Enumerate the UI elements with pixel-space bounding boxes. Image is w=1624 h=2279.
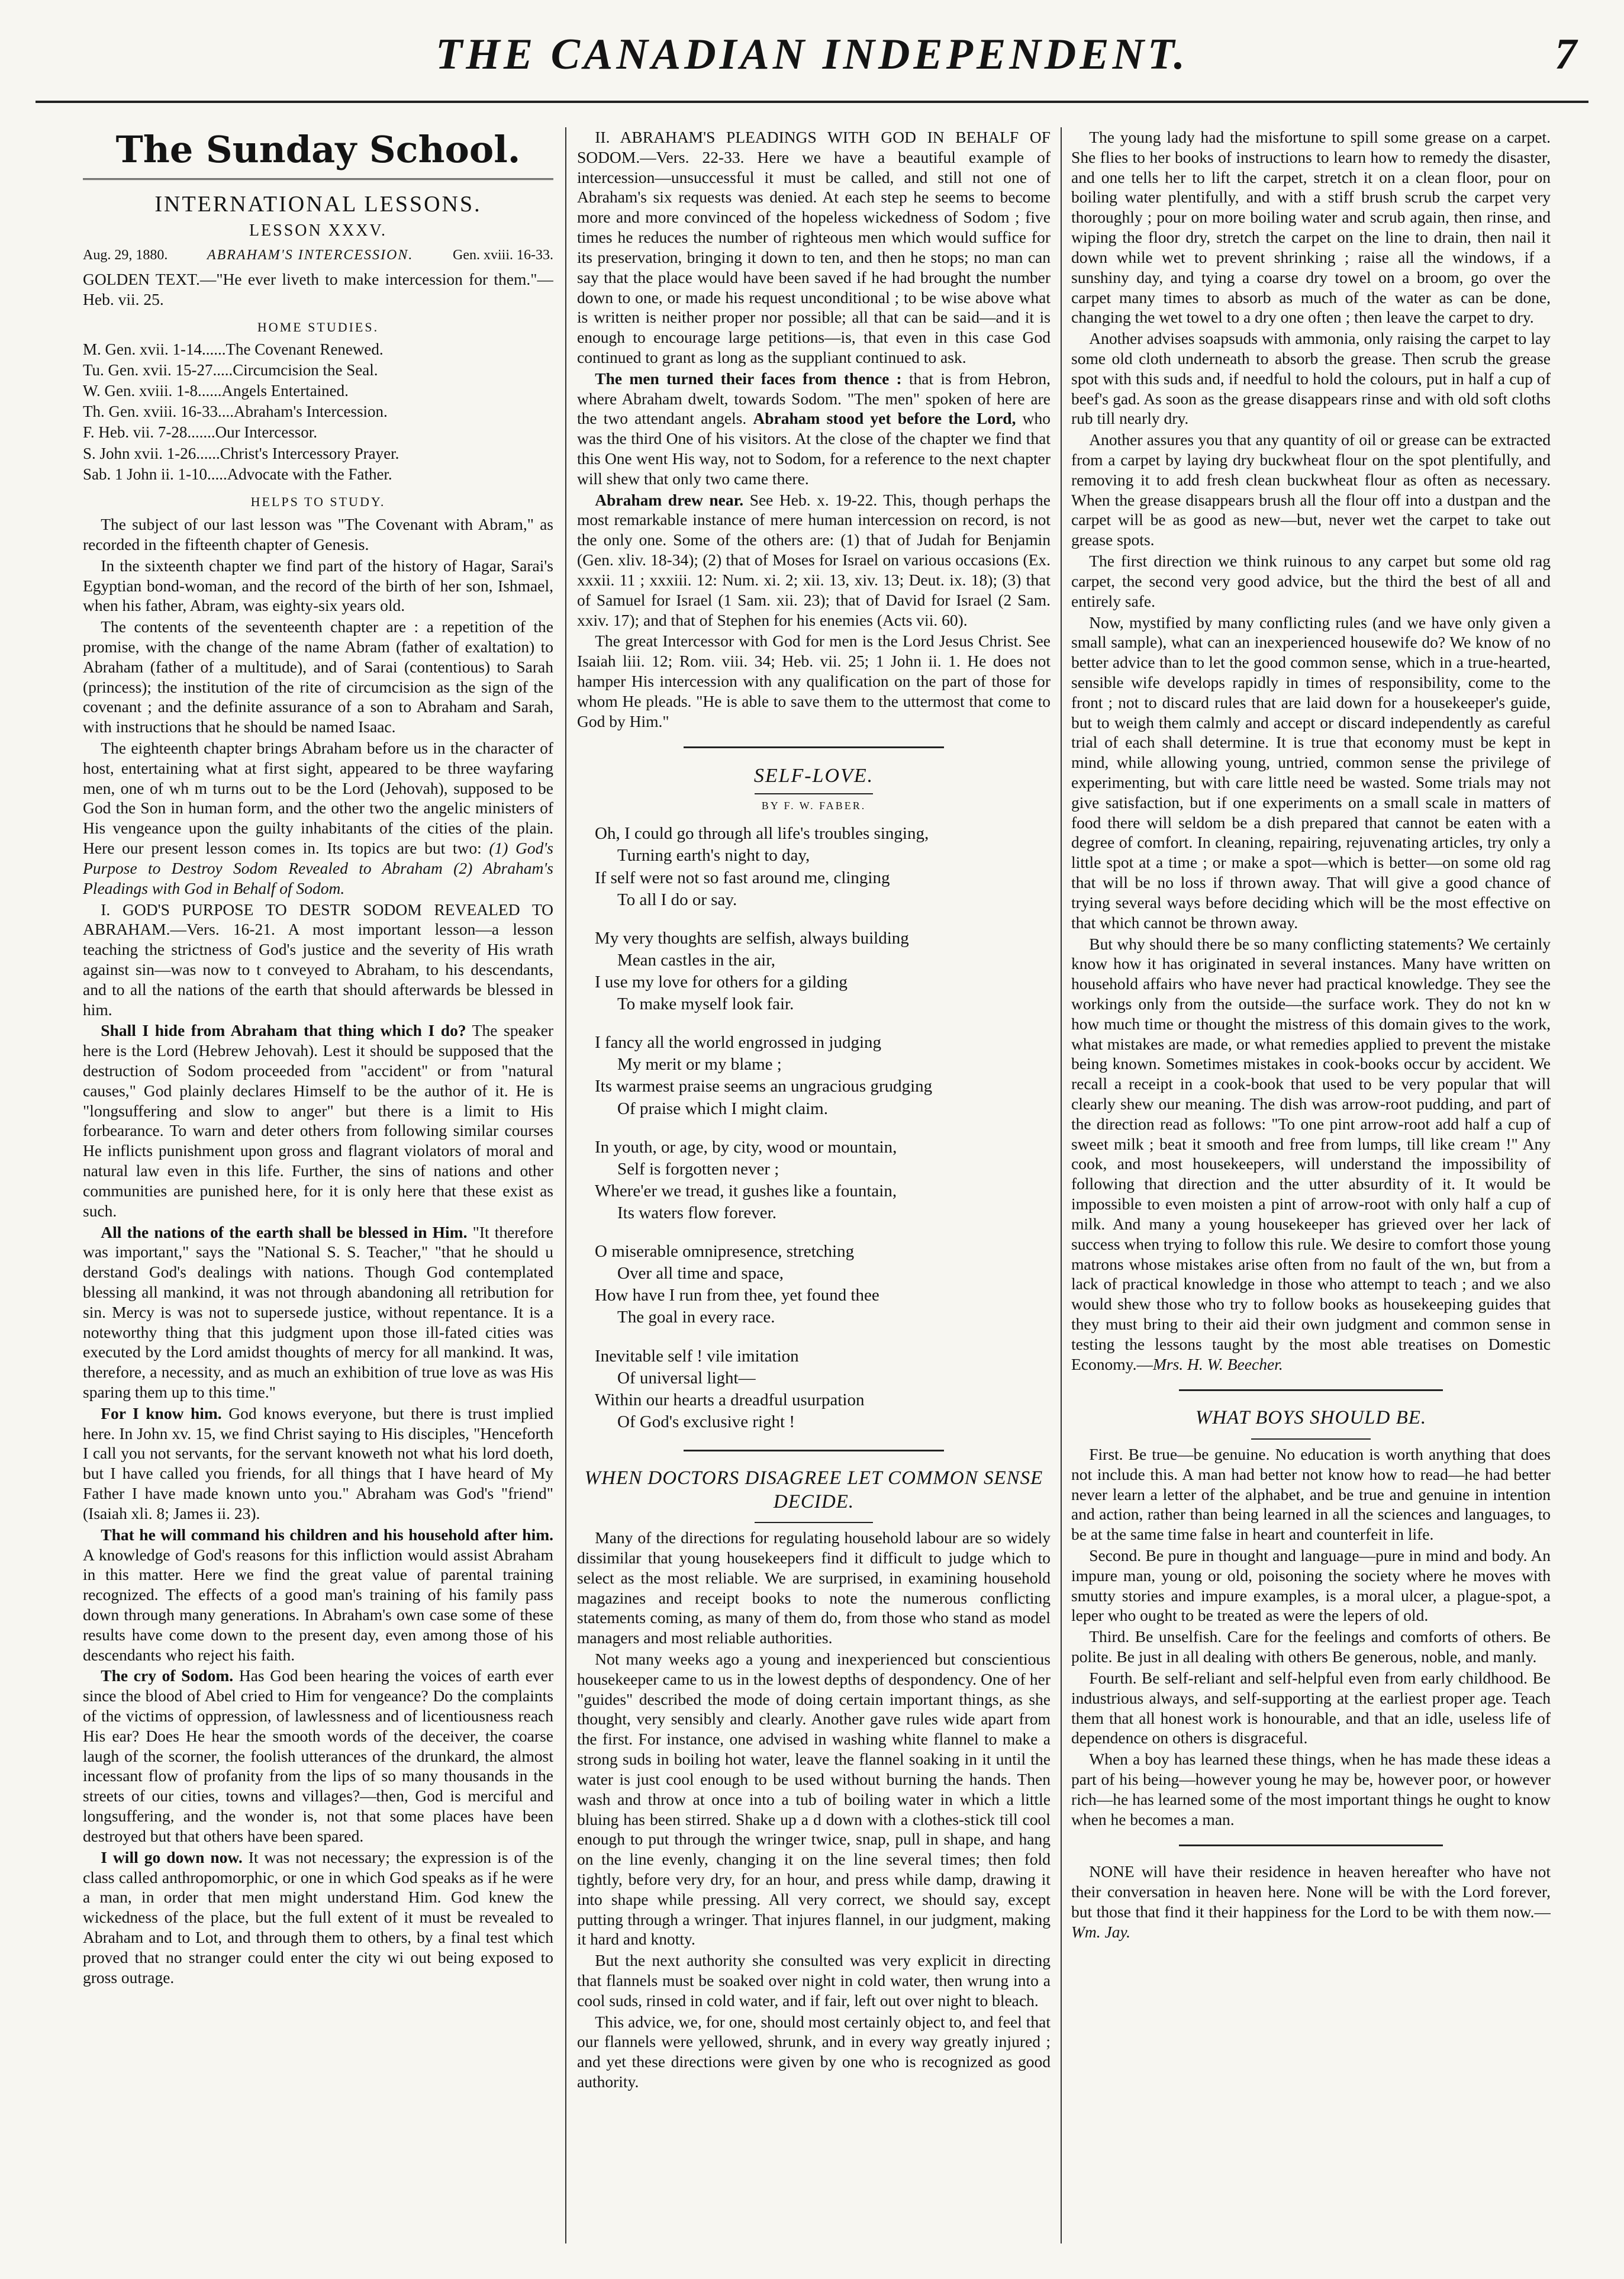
paragraph: The subject of our last lesson was "The Covenant with Abram," as recorded in the fifteenth chapter of Genesis. <box>83 515 553 553</box>
study-item: Sab. 1 John ii. 1-10.....Advocate with the Father. <box>83 465 392 483</box>
home-studies-list <box>83 340 553 484</box>
paragraph <box>1071 934 1551 1375</box>
paragraph: In the sixteenth chapter we find part of the history of Hagar, Sarai's Egyptian bond-woman, and the record of the birth of her son, Ishmael, when his father, Abram, was eighty-six years old. <box>83 556 553 615</box>
lesson-name: ABRAHAM'S INTERCESSION. <box>207 247 414 263</box>
poem-line: Of universal light— <box>617 1368 756 1388</box>
column-rule <box>565 127 566 2243</box>
section-divider <box>1179 1845 1443 1846</box>
paragraph: Second. Be pure in thought and language—pure in mind and body. An impure man, young or old, poisoning the society where he moves with smutty stories and impure examples, is a moral ulcer, a plague-spot, a leper who ought to be treated as were the lepers of old. <box>1071 1546 1551 1625</box>
section-divider <box>1179 1389 1443 1391</box>
column-right <box>1071 127 1551 2243</box>
section-divider <box>684 1450 944 1451</box>
study-item: M. Gen. xvii. 1-14......The Covenant Renewed. <box>83 340 384 358</box>
poem-line: In youth, or age, by city, wood or mountain, <box>595 1137 897 1157</box>
lesson-number: LESSON XXXV. <box>249 221 388 240</box>
lead-phrase: Abraham stood yet before the Lord, <box>753 409 1016 428</box>
paragraph-text: The eighteenth chapter brings Abraham before us in the character of host, entertaining what at first sight, appeared to be three wayfaring men, one of wh m turns out to be the Lord (Jehovah), supposed to be God the Son in human form, and the other two the angelic ministers of His vengeance upon the guilty inhabitants of the cities of the plain. Here our present lesson comes in. Its topics are but two: <box>83 739 553 858</box>
study-item: F. Heb. vii. 7-28.......Our Intercessor. <box>83 423 318 442</box>
poem-line: To make myself look fair. <box>617 994 794 1014</box>
paragraph-text: It was not necessary; the expression is of the class called anthropomorphic, or one in which God speaks as if he were a man, in order that men might understand Him. God knew the wickedness of the place, but the full extent of it must be revealed to Abraham and to Lot, and through them to others, by a final test which proved that no stranger could enter the city wi out being exposed to gross outrage. <box>83 1847 553 1987</box>
poem-title: SELF-LOVE. <box>753 765 874 787</box>
paragraph-text: A knowledge of God's reasons for this infliction would assist Abraham in this matter. Here we find the great value of parental training recognized. The effects of a good man's training of his family pass down through many generations. In Abraham's own case some of these results have come down to the present day, even among those of his descendants who reject his faith. <box>83 1545 553 1664</box>
paragraph: The great Intercessor with God for men is the Lord Jesus Christ. See Isaiah liii. 12; Rom. viii. 34; Heb. vii. 25; 1 John ii. 1. He does not hamper His intercession with any qualification on the part of those for whom He pleads. "He is able to save them to the uttermost that come to God by Him." <box>577 632 1051 730</box>
paragraph <box>83 1525 553 1665</box>
paragraph-text: Has God been hearing the voices of earth ever since the blood of Abel cried to Him for vengeance? Do the complaints of the victims of oppression, of lawlessness and of licentiousness reach His ear? Does He hear the smooth words of the deceiver, the coarse laugh of the scorner, the foolish utterances of the drunkard, the almost incessant flow of profanity from the lips of so many thousands in the streets of our cities, towns and villages?—then, God is merciful and longsuffering, and the wonder is, not that some places have been destroyed but that others have been spared. <box>83 1666 553 1845</box>
paragraph: Another advises soapsuds with ammonia, only raising the carpet to lay some old cloth underneath to absorb the grease. Then scrub the grease spot with this suds and, if needful to hold the colours, put in half a cup of beef's gad. As soon as the grease disappears rinse and with old soft cloths rub till nearly dry. <box>1071 329 1551 428</box>
lead-phrase: All the nations of the earth shall be blessed in Him. <box>101 1222 468 1241</box>
paragraph <box>83 1847 553 1988</box>
poem-line: To all I do or say. <box>617 890 737 909</box>
paragraph <box>83 738 553 899</box>
poem-line: Over all time and space, <box>617 1264 784 1283</box>
poem-line: I use my love for others for a gilding <box>595 972 848 992</box>
poem-line: Where'er we tread, it gushes like a fountain, <box>595 1181 897 1200</box>
paragraph: The first direction we think ruinous to any carpet but some old rag carpet, the second very good advice, but the third the best of all and entirely safe. <box>1071 552 1551 610</box>
lead-phrase: The cry of Sodom. <box>101 1666 234 1685</box>
paragraph <box>83 1222 553 1402</box>
author-signature: Wm. Jay. <box>1071 1922 1131 1941</box>
golden-text: GOLDEN TEXT.—"He ever liveth to make intercession for them."—Heb. vii. 25. <box>83 269 553 308</box>
poem-line: The goal in every race. <box>617 1308 775 1327</box>
poem-line: Mean castles in the air, <box>617 950 775 970</box>
article-title: WHAT BOYS SHOULD BE. <box>1195 1407 1427 1429</box>
poem-line: Oh, I could go through all life's troubles singing, <box>595 824 929 844</box>
paragraph: But the next authority she consulted was very explicit in directing that flannels must be soaked over night in cold water, then wrung into a cool suds, rinsed in cold water, and if fair, left out over night to bleach. <box>577 1951 1051 2010</box>
paragraph-text: that is from Hebron, where Abraham dwelt, towards Sodom. "The men" spoken of here are the two attendant angels. <box>577 369 1051 428</box>
paragraph: This advice, we, for one, should most certainly object to, and feel that our flannels were yellowed, shrunk, and in every way greatly injured ; and yet these directions were given by one who is recognized as good authority. <box>577 2012 1051 2091</box>
lead-phrase: Shall I hide from Abraham that thing which I do? <box>101 1021 466 1040</box>
poem-line: My merit or my blame ; <box>617 1055 782 1074</box>
poem-stanza <box>595 823 1051 910</box>
paragraph: When a boy has learned these things, when he has made these ideas a part of his being—however young he may be, however poor, or however rich—he has learned some of the most important things he ought to know when he becomes a man. <box>1071 1750 1551 1829</box>
poem-line: My very thoughts are selfish, always building <box>595 928 909 948</box>
paragraph-text: The speaker here is the Lord (Hebrew Jehovah). Lest it should be supposed that the destruction of Sodom proceeded from "accident" or from "natural causes," God plainly declares Himself to be the author of it. He is "longsuffering and slow to anger" but there is a limit to His forbearance. To warn and deter others from following similar courses He inflicts punishment upon gross and flagrant violators of moral and natural law even in this life. Further, the sins of nations and other communities are punished here, for it is only here that these exist as such. <box>83 1021 553 1220</box>
poem-line: Self is forgotten never ; <box>617 1159 779 1179</box>
poem-line: Turning earth's night to day, <box>617 846 810 865</box>
author-signature: Mrs. H. W. Beecher. <box>1152 1354 1283 1373</box>
poem-author: BY F. W. FABER. <box>761 800 866 812</box>
topics-italic: (1) God's Purpose to Destroy Sodom Revealed to Abraham (2) Abraham's Pleadings with God in Behalf of Sodom. <box>83 839 553 897</box>
poem-line: Inevitable self ! vile imitation <box>595 1346 799 1366</box>
title-rule <box>755 793 873 794</box>
home-studies-heading: HOME STUDIES. <box>257 319 379 334</box>
lesson-info <box>83 247 553 265</box>
lead-phrase: For I know him. <box>101 1404 222 1422</box>
paragraph: I. GOD'S PURPOSE TO DESTR SODOM REVEALED TO ABRAHAM.—Vers. 16-21. A most important lesson—a lesson teaching the strictness of God's justice and the severity of His wrath against sin—was now to t conveyed to Abraham, to his descendants, and to all the nations of the earth that should afterwards be blessed in him. <box>83 900 553 1019</box>
section-divider <box>684 746 944 748</box>
lead-phrase: The men turned their faces from thence : <box>595 369 902 388</box>
paragraph: The young lady had the misfortune to spill some grease on a carpet. She flies to her books of instructions to learn how to remedy the disaster, and one tells her to lift the carpet, stretch it on a clean floor, pour on boiling water plentifully, and with a stiff brush scrub the carpet very thoroughly ; pour on more boiling water and scrub again, then rinse, and wiping the floor dry, stretch the carpet on the line to drain, then nail it down while wet to prevent shrinking ; raise all the windows, if a sunshiny day, and tying a coarse dry towel on a broom, go over the carpet many times to absorb as much of the water as can be done, changing the wet towel to a dry one often ; then leave the carpet to dry. <box>1071 128 1551 327</box>
poem-line: How have I run from thee, yet found thee <box>595 1286 879 1305</box>
page-header <box>36 24 1588 103</box>
lead-phrase: Abraham drew near. <box>595 490 744 509</box>
study-item: S. John xvii. 1-26......Christ's Intercessory Prayer. <box>83 444 399 462</box>
lead-phrase: I will go down now. <box>101 1847 243 1866</box>
poem-stanza <box>595 1032 1051 1119</box>
paragraph: Third. Be unselfish. Care for the feelings and comforts of others. Be polite. Be just in all dealing with others Be generous, noble, and manly. <box>1071 1627 1551 1666</box>
page-number: 7 <box>1555 30 1577 79</box>
paragraph: II. ABRAHAM'S PLEADINGS WITH GOD IN BEHALF OF SODOM.—Vers. 22-33. Here we have a beautiful example of intercession—unsuccessful it must be called, and still not one of Abraham's six requests was denied. At each step he seems to become more and more convinced of the hopeless wickedness of Sodom ; five times he reduces the number of righteous men which would suffice for its preservation, bringing it down to ten, and then he stops; no man can say that the place would have been saved if he had brought the number down to one, or made his request unconditional ; to be wise above what is written is neither proper nor possible; all that can be said—and it is enough to encourage large petitions—is, that even in this case God continued to grant as long as the suppliant continued to ask. <box>577 128 1051 366</box>
poem-line: Within our hearts a dreadful usurpation <box>595 1390 865 1409</box>
title-rule <box>755 1522 873 1523</box>
poem-line: If self were not so fast around me, clinging <box>595 868 890 887</box>
lesson-reference: Gen. xviii. 16-33. <box>453 247 553 263</box>
poem-line: Of praise which I might claim. <box>617 1099 828 1118</box>
paragraph: Fourth. Be self-reliant and self-helpful even from early childhood. Be industrious always, and self-supporting at the earliest proper age. Teach them that all honest work is honourable, and that an idle, useless life of dependence on others is disgraceful. <box>1071 1668 1551 1747</box>
paragraph <box>83 1666 553 1846</box>
paragraph-text: NONE will have their residence in heaven hereafter who have not their conversation in heaven here. None will be with the Lord forever, but those that find it their happiness for the Lord to be with them now.— <box>1071 1862 1551 1921</box>
poem-body <box>577 823 1051 1433</box>
poem-line: O miserable omnipresence, stretching <box>595 1242 855 1261</box>
lead-phrase: That he will command his children and his household after him. <box>101 1525 553 1544</box>
paragraph: Now, mystified by many conflicting rules (and we have only given a small sample), what can an inexperienced housewife do? We know of no better advice than to let the good common sense, which in a true-hearted, sensible wife develops rapidly in times of responsibility, come to the front ; not to discard rules that are laid down for a housekeeper's guide, but to weigh them calmly and accept or discard independently as careful trial of each shall determine. It is true that economy must be kept in mind, while allowing young, untried, common sense the privilege of experimenting, but with care little need be wasted. Some trials may not give satisfaction, but if one experiments on a small scale in matters of food there will seldom be a dish prepared that cannot be eaten with a degree of comfort. In cleaning, repairing, rejuvenating articles, try only a little spot at a time ; or make a spot—which is better—on some old rag that will be no loss if thrown away. That will give a good chance of trying several ways before deciding which will be the most effective on that which cannot be thrown away. <box>1071 613 1551 932</box>
helps-heading: HELPS TO STUDY. <box>250 494 386 510</box>
title-rule <box>1251 1438 1371 1440</box>
poem-stanza <box>595 1241 1051 1328</box>
paragraph-text: See Heb. x. 19-22. This, though perhaps the most remarkable instance of mere human intercession on record, is not the only one. Some of the others are: (1) that of Judah for Benjamin (Gen. xliv. 18-34); (2) that of Moses for Israel on various occasions (Ex. xxxii. 11 ; xxxiii. 12: Num. xi. 2; xii. 13, xiv. 13; Deut. ix. 18); (3) that of Samuel for Israel (1 Sam. xii. 23); that of David for Israel (2 Sam. xxiv. 17); and that of Stephen for his enemies (Acts vii. 60). <box>577 490 1051 629</box>
paragraph <box>1071 1862 1551 1942</box>
lesson-date: Aug. 29, 1880. <box>83 247 168 263</box>
paragraph: Not many weeks ago a young and inexperienced but conscientious housekeeper came to us in the lowest depths of despondency. One of her "guides" described the mode of doing certain important things, as she thought, very sensibly and clearly. Another gave rules wide apart from the first. For instance, one advised in washing white flannel to make a strong suds in boiling hot water, leave the flannel soaking in it until the water is just cool enough to be used without burning the hands. Then wash and throw at once into a tub of boiling water in which a little bluing has been stirred. Shake up a d down with a clothes-stick till cool enough to put through the wringer twice, snap, pull in shape, and hang on the line evenly, changing it on the line several times; then fold tightly, before very dry, for an hour, and press while damp, drawing it into shape while pressing. All very correct, we should say, except putting through a wringer. That injures flannel, in our judgment, making it hard and knotty. <box>577 1650 1051 1949</box>
masthead-title: THE CANADIAN INDEPENDENT. <box>436 30 1188 79</box>
column-middle <box>577 127 1051 2243</box>
paragraph: Another assures you that any quantity of oil or grease can be extracted from a carpet by laying dry buckwheat flour on the spot plentifully, and removing it to add fresh clean buckwheat flour as often as necessary. When the grease disappears brush all the flour off into a dustpan and the carpet will be as good as new—but, never wet the carpet to take out grease spots. <box>1071 430 1551 549</box>
paragraph-text: "It therefore was important," says the "National S. S. Teacher," "that he should u derstand God's dealings with nations. Though God contemplated blessing all mankind, it was not through abandoning all retribution for sin. Mercy is was not to supersede justice, without repentance. It is a noteworthy thing that this judgment upon those ill-fated cities was executed by the Lord amidst thoughts of mercy for all mankind. It was, therefore, a necessity, and as much an exhibition of true love as was His sparing them up to this time." <box>83 1222 553 1402</box>
paragraph: The contents of the seventeenth chapter are : a repetition of the promise, with the change of the name Abram (father of exaltation) to Abraham (father of a multitude), and of Sarai (contentious) to Sarah (princess); the institution of the rite of circumcision as the sign of the covenant ; and the definite assurance of a son to Abraham and Sarah, with instructions that he should be named Isaac. <box>83 617 553 736</box>
poem-line: Its waters flow forever. <box>617 1203 776 1222</box>
poem-line: I fancy all the world engrossed in judging <box>595 1033 882 1052</box>
paragraph <box>577 490 1051 630</box>
poem-stanza <box>595 1137 1051 1224</box>
poem-stanza <box>595 928 1051 1015</box>
lessons-heading: INTERNATIONAL LESSONS. <box>154 192 482 217</box>
article-title: WHEN DOCTORS DISAGREE LET COMMON SENSE DECIDE. <box>584 1467 1043 1512</box>
paragraph: First. Be true—be genuine. No education is worth anything that does not include this. A man had better not know how to read—he had better never learn a letter of the alphabet, and be true and genuine in intention and action, rather than being learned in all the sciences and languages, to be at the same time false in heart and counterfeit in life. <box>1071 1444 1551 1544</box>
poem-stanza <box>595 1345 1051 1433</box>
paragraph-text: But why should there be so many conflicting statements? We certainly know how it has originated in several instances. Many have written on household affairs who have never had practical knowledge. They see the workings only from the outside—the surface work. They do not kn w how much time or thought the mistress of this domain gives to the work, what mistakes are made, or what remedies applied to prevent the mistake being known. Sometimes mistakes in cook-books occur by accident. We recall a receipt in a cook-book that used to be very popular that will clearly shew our meaning. The dish was arrow-root pudding, and part of the direction read as follows: "To one pint arrow-root add half a cup of sweet milk ; beat it smooth and free from lumps, till like cream !" Any cook, and most housekeepers, will understand the impossibility of following that direction and the utter absurdity of it. It would be impossible to even moisten a pint of arrow-root with only half a cup of milk. And many a young housekeeper has grieved over her lack of success when trying to follow this rule. We desire to comfort those young matrons whose mistakes arise often from no fault of the wn, but from a lack of practical knowledge in those who attempt to teach ; and we also would shew those who try to follow books as housekeeping guides that they must bring to their aid their own judgment and common sense in testing the lessons taught by the most able treatises on Domestic Economy.— <box>1071 934 1551 1373</box>
study-item: Tu. Gen. xvii. 15-27.....Circumcision the Seal. <box>83 360 378 379</box>
paragraph-text: God knows everyone, but there is trust implied here. In John xv. 15, we find Christ saying to His disciples, "Henceforth I call you not servants, for the servant knoweth not what his lord doeth, but I have called you friends, for all things that I have heard of My Father I have made known unto you." Abraham was God's "friend" (Isaiah xli. 8; James ii. 23). <box>83 1404 553 1522</box>
paragraph <box>83 1021 553 1221</box>
paragraph <box>83 1404 553 1524</box>
poem-line: Of God's exclusive right ! <box>617 1412 795 1431</box>
study-item: W. Gen. xviii. 1-8......Angels Entertained. <box>83 382 349 400</box>
study-item: Th. Gen. xviii. 16-33....Abraham's Intercession. <box>83 403 388 421</box>
section-title: The Sunday School. <box>83 127 553 180</box>
paragraph <box>577 369 1051 489</box>
column-rule <box>1061 127 1062 2243</box>
column-left <box>83 127 553 2243</box>
paragraph-text: who was the third One of his visitors. At the close of the chapter we find that this One went His way, not to Sodom, for a reference to the next chapter will shew that only two came there. <box>577 409 1051 488</box>
poem-line: Its warmest praise seems an ungracious grudging <box>595 1077 933 1096</box>
paragraph: Many of the directions for regulating household labour are so widely dissimilar that young housekeepers find it difficult to judge which to select as the most reliable. We are surprised, in examining household magazines and receipt books to note the numerous conflicting statements coming, as many of them do, from those who stand as model managers and most reliable authorities. <box>577 1528 1051 1647</box>
